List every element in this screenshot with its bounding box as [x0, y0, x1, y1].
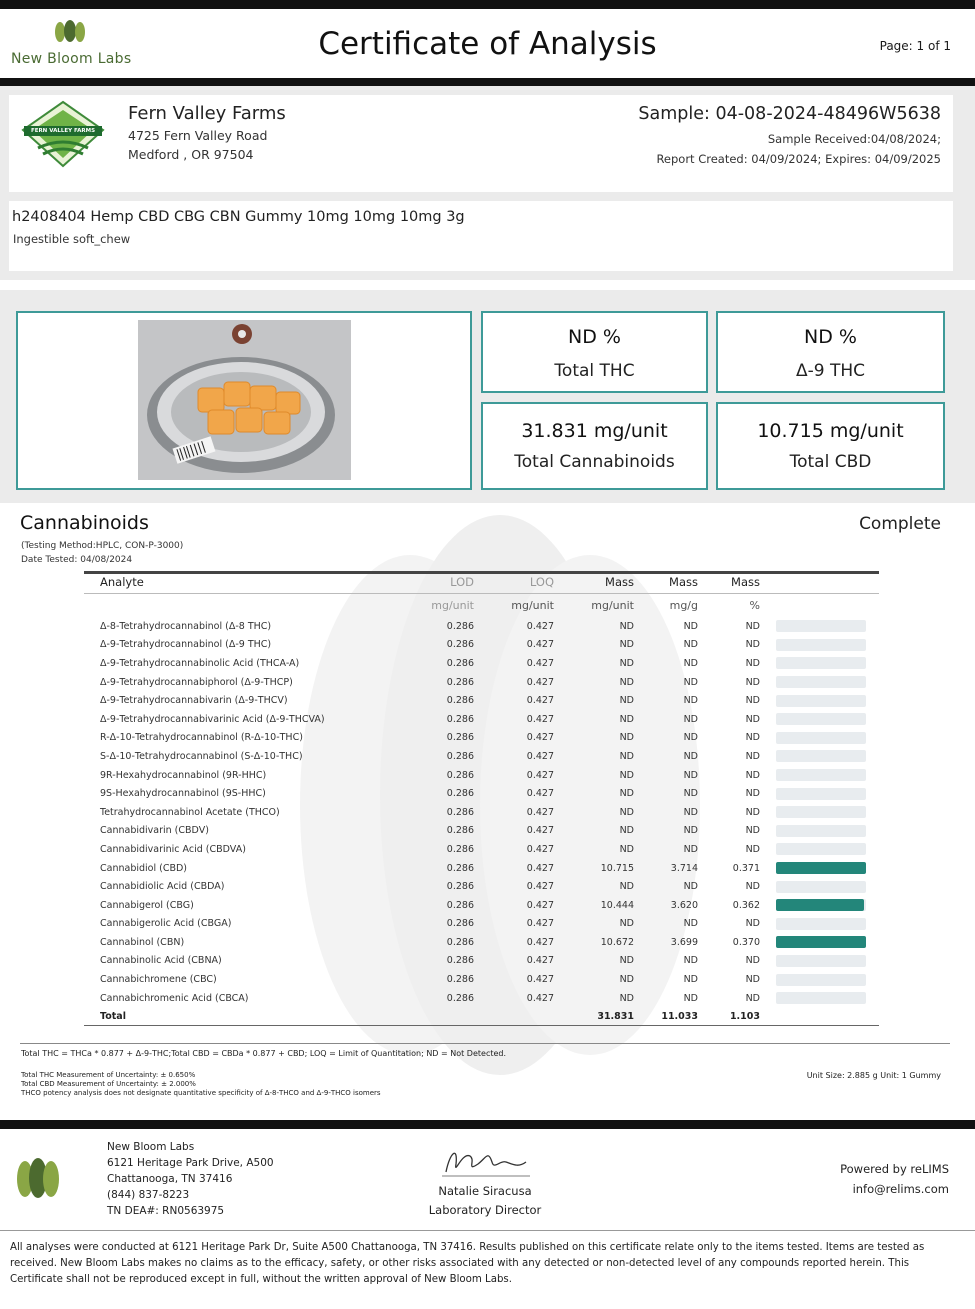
mass-mg-g-value: ND	[683, 992, 698, 1004]
table-row	[84, 654, 879, 673]
mass-mg-unit-value: ND	[619, 695, 634, 707]
footer-address-1: 6121 Heritage Park Drive, A500	[107, 1157, 274, 1169]
lod-value: 0.286	[446, 750, 474, 762]
mass-pct-value: ND	[745, 788, 760, 800]
loq-value: 0.427	[526, 992, 554, 1004]
mass-mg-g-value: ND	[683, 713, 698, 725]
table-row	[84, 710, 879, 729]
lod-value: 0.286	[446, 806, 474, 818]
level-bar-track	[776, 992, 866, 1004]
unit-mass-mg-unit: mg/unit	[591, 598, 634, 612]
level-bar-cell	[764, 729, 879, 748]
level-bar-cell	[764, 784, 879, 803]
loq-value: 0.427	[526, 899, 554, 911]
analyte-name: Cannabidivarin (CBDV)	[100, 825, 209, 837]
level-bar-cell	[764, 654, 879, 673]
level-bar-track	[776, 936, 866, 948]
level-bar-track	[776, 825, 866, 837]
fern-valley-farms-logo-icon	[18, 100, 108, 170]
level-bar-track	[776, 899, 866, 911]
analyte-name: Cannabidiolic Acid (CBDA)	[100, 881, 225, 893]
cbd-uncertainty: Total CBD Measurement of Uncertainty: ± 2.000%	[21, 1080, 196, 1088]
powered-by: Powered by reLIMS	[840, 1162, 949, 1176]
signer-name: Natalie Siracusa	[438, 1184, 532, 1198]
mass-mg-unit-value: ND	[619, 843, 634, 855]
level-bar-fill	[776, 899, 864, 911]
lod-value: 0.286	[446, 881, 474, 893]
table-row	[84, 840, 879, 859]
mass-mg-unit-value: ND	[619, 620, 634, 632]
mass-pct-value: ND	[745, 918, 760, 930]
col-loq: LOQ	[478, 571, 558, 593]
table-row	[84, 989, 879, 1008]
page-number: Page: 1 of 1	[879, 39, 951, 53]
analyte-name: Cannabinol (CBN)	[100, 936, 185, 948]
analyte-name: R-Δ-10-Tetrahydrocannabinol (R-Δ-10-THC)	[100, 732, 303, 744]
level-bar-cell	[764, 617, 879, 636]
loq-value: 0.427	[526, 881, 554, 893]
mass-mg-g-value: ND	[683, 695, 698, 707]
loq-value: 0.427	[526, 862, 554, 874]
analyte-name: Δ-9-Tetrahydrocannabivarinic Acid (Δ-9-THCVA)	[100, 713, 325, 725]
table-row	[84, 915, 879, 934]
gummy-dish-image	[138, 320, 351, 480]
lod-value: 0.286	[446, 676, 474, 688]
mass-mg-g-value: ND	[683, 657, 698, 669]
loq-value: 0.427	[526, 843, 554, 855]
footnote-rule	[20, 1043, 950, 1044]
lod-value: 0.286	[446, 936, 474, 948]
mass-mg-g-value: ND	[683, 825, 698, 837]
client-logo-text: FERN VALLEY FARMS	[30, 128, 96, 134]
mass-mg-unit-value: ND	[619, 639, 634, 651]
col-bar	[764, 571, 879, 593]
lod-value: 0.286	[446, 695, 474, 707]
unit-size: Unit Size: 2.885 g Unit: 1 Gummy	[806, 1071, 941, 1080]
level-bar-track	[776, 862, 866, 874]
mass-pct-value: ND	[745, 843, 760, 855]
level-bar-track	[776, 918, 866, 930]
loq-value: 0.427	[526, 750, 554, 762]
mass-mg-g-value: ND	[683, 639, 698, 651]
footer-phone: (844) 837-8223	[107, 1189, 190, 1201]
mass-mg-g-value: ND	[683, 955, 698, 967]
loq-value: 0.427	[526, 955, 554, 967]
mass-mg-unit-value: ND	[619, 732, 634, 744]
level-bar-cell	[764, 896, 879, 915]
mass-pct-value: ND	[745, 881, 760, 893]
table-row	[84, 617, 879, 636]
mass-mg-unit-value: 10.715	[600, 862, 634, 874]
table-row	[84, 803, 879, 822]
client-address-1: 4725 Fern Valley Road	[128, 128, 268, 143]
thc-uncertainty: Total THC Measurement of Uncertainty: ± 0.650%	[21, 1071, 196, 1079]
col-mass-mg-unit: Mass	[558, 571, 638, 593]
level-bar-track	[776, 955, 866, 967]
client-name: Fern Valley Farms	[128, 103, 286, 124]
mass-mg-unit-value: ND	[619, 788, 634, 800]
total-cannabinoids-card	[481, 402, 708, 490]
loq-value: 0.427	[526, 639, 554, 651]
total-row	[84, 1007, 879, 1025]
level-bar-track	[776, 843, 866, 855]
mass-pct-value: ND	[745, 974, 760, 986]
contact-email: info@relims.com	[852, 1182, 949, 1196]
level-bar-cell	[764, 710, 879, 729]
product-type: Ingestible soft_chew	[13, 232, 131, 246]
top-rule	[0, 0, 975, 9]
level-bar-fill	[776, 936, 866, 948]
table-row	[84, 784, 879, 803]
signer-title: Laboratory Director	[428, 1203, 542, 1217]
mass-pct-value: 0.371	[732, 862, 760, 874]
total-thc-value: ND %	[568, 326, 621, 348]
analyte-name: Cannabichromenic Acid (CBCA)	[100, 992, 249, 1004]
mass-pct-value: ND	[745, 713, 760, 725]
analyte-name: 9R-Hexahydrocannabinol (9R-HHC)	[100, 769, 267, 781]
analyte-name: Δ-9-Tetrahydrocannabiphorol (Δ-9-THCP)	[100, 676, 293, 688]
table-row	[84, 747, 879, 766]
loq-value: 0.427	[526, 825, 554, 837]
table-row	[84, 766, 879, 785]
total-cannabinoids-label: Total Cannabinoids	[514, 452, 675, 472]
level-bar-track	[776, 732, 866, 744]
loq-value: 0.427	[526, 769, 554, 781]
level-bar-track	[776, 974, 866, 986]
loq-value: 0.427	[526, 620, 554, 632]
d9-thc-label: Δ-9 THC	[795, 361, 866, 381]
disclaimer: All analyses were conducted at 6121 Heritage Park Dr, Suite A500 Chattanooga, TN 37416. Results published on this certificate relate only to the items tested. Items are tested as received. New Bloom Labs makes no claims as to the efficacy, safety, or other risks associated with any detected or non-detected level of any compounds reported herein. This Certificate shall not be reproduced except in full, without the written approval of New Bloom Labs.	[10, 1242, 925, 1285]
lod-value: 0.286	[446, 825, 474, 837]
mass-mg-g-value: ND	[683, 843, 698, 855]
lod-value: 0.286	[446, 918, 474, 930]
analyte-name: S-Δ-10-Tetrahydrocannabinol (S-Δ-10-THC)	[100, 750, 303, 762]
level-bar-cell	[764, 989, 879, 1008]
analyte-name: Δ-9-Tetrahydrocannabivarin (Δ-9-THCV)	[100, 695, 288, 707]
mass-mg-unit-value: ND	[619, 713, 634, 725]
mass-mg-g-value: 3.714	[670, 862, 698, 874]
level-bar-track	[776, 676, 866, 688]
level-bar-cell	[764, 933, 879, 952]
mass-mg-g-value: ND	[683, 769, 698, 781]
mass-pct-value: ND	[745, 657, 760, 669]
level-bar-track	[776, 769, 866, 781]
mass-mg-unit-value: ND	[619, 676, 634, 688]
cannabinoids-status: Complete	[859, 514, 941, 534]
level-bar-track	[776, 657, 866, 669]
mass-mg-g-value: ND	[683, 620, 698, 632]
analyte-name: Cannabigerolic Acid (CBGA)	[100, 918, 232, 930]
level-bar-track	[776, 788, 866, 800]
total-mass-mg-unit: 31.831	[558, 1007, 638, 1025]
mass-pct-value: ND	[745, 806, 760, 818]
level-bar-cell	[764, 970, 879, 989]
footer-dea: TN DEA#: RN0563975	[107, 1205, 225, 1217]
level-bar-track	[776, 639, 866, 651]
mass-mg-unit-value: ND	[619, 955, 634, 967]
mass-pct-value: 0.370	[732, 936, 760, 948]
total-label: Total	[84, 1007, 394, 1025]
mass-mg-unit-value: ND	[619, 992, 634, 1004]
lod-value: 0.286	[446, 713, 474, 725]
mass-mg-g-value: ND	[683, 806, 698, 818]
total-cbd-card	[716, 402, 945, 490]
page-title: Certificate of Analysis	[318, 26, 657, 62]
total-thc-label: Total THC	[554, 361, 635, 381]
units-row	[84, 593, 879, 617]
client-logo	[18, 100, 108, 170]
loq-value: 0.427	[526, 676, 554, 688]
loq-value: 0.427	[526, 788, 554, 800]
sample-id: Sample: 04-08-2024-48496W5638	[638, 104, 941, 124]
mass-mg-unit-value: 10.672	[600, 936, 634, 948]
level-bar-cell	[764, 877, 879, 896]
table-row	[84, 691, 879, 710]
table-row	[84, 729, 879, 748]
total-thc-card	[481, 311, 708, 393]
col-mass-pct: Mass	[702, 571, 764, 593]
signature-icon	[436, 1142, 536, 1182]
lod-value: 0.286	[446, 620, 474, 632]
mass-mg-g-value: ND	[683, 676, 698, 688]
analyte-name: Δ-9-Tetrahydrocannabinolic Acid (THCA-A)	[100, 657, 300, 669]
mass-mg-unit-value: ND	[619, 806, 634, 818]
loq-value: 0.427	[526, 657, 554, 669]
level-bar-cell	[764, 766, 879, 785]
lod-value: 0.286	[446, 899, 474, 911]
analyte-name: 9S-Hexahydrocannabinol (9S-HHC)	[100, 788, 266, 800]
report-dates: Report Created: 04/09/2024; Expires: 04/09/2025	[656, 152, 941, 166]
mass-mg-g-value: 3.620	[670, 899, 698, 911]
analyte-name: Cannabidivarinic Acid (CBDVA)	[100, 843, 246, 855]
mass-mg-g-value: ND	[683, 974, 698, 986]
level-bar-track	[776, 695, 866, 707]
level-bar-cell	[764, 859, 879, 878]
product-name: h2408404 Hemp CBD CBG CBN Gummy 10mg 10mg 10mg 3g	[12, 209, 465, 225]
d9-thc-value: ND %	[804, 326, 857, 348]
mass-mg-g-value: ND	[683, 750, 698, 762]
d9-thc-card	[716, 311, 945, 393]
level-bar-track	[776, 750, 866, 762]
table-header-row	[84, 571, 879, 593]
mass-mg-unit-value: ND	[619, 657, 634, 669]
analyte-name: Δ-9-Tetrahydrocannabinol (Δ-9 THC)	[100, 639, 272, 651]
date-tested: Date Tested: 04/08/2024	[21, 555, 133, 565]
loq-value: 0.427	[526, 974, 554, 986]
mass-mg-unit-value: ND	[619, 825, 634, 837]
mass-mg-unit-value: ND	[619, 881, 634, 893]
unit-mass-mg-g: mg/g	[669, 598, 698, 612]
mass-pct-value: ND	[745, 769, 760, 781]
col-analyte: Analyte	[84, 571, 394, 593]
loq-value: 0.427	[526, 695, 554, 707]
analyte-name: Cannabinolic Acid (CBNA)	[100, 955, 222, 967]
mass-pct-value: ND	[745, 955, 760, 967]
mass-mg-g-value: ND	[683, 918, 698, 930]
table-row	[84, 822, 879, 841]
mass-mg-g-value: ND	[683, 881, 698, 893]
table-row	[84, 636, 879, 655]
lod-value: 0.286	[446, 639, 474, 651]
mass-mg-unit-value: ND	[619, 918, 634, 930]
mass-mg-unit-value: ND	[619, 769, 634, 781]
analyte-name: Cannabichromene (CBC)	[100, 974, 217, 986]
level-bar-cell	[764, 691, 879, 710]
total-cbd-value: 10.715 mg/unit	[757, 420, 904, 442]
mass-mg-g-value: 3.699	[670, 936, 698, 948]
thco-note: THCO potency analysis does not designate quantitative specificity of Δ-8-THCO and Δ-9-THCO isomers	[21, 1089, 381, 1097]
unit-mass-pct: %	[749, 598, 760, 612]
analyte-name: Cannabigerol (CBG)	[100, 899, 194, 911]
lod-value: 0.286	[446, 992, 474, 1004]
mass-mg-unit-value: 10.444	[600, 899, 634, 911]
mass-mg-unit-value: ND	[619, 974, 634, 986]
level-bar-track	[776, 806, 866, 818]
total-loq	[478, 1007, 558, 1025]
col-mass-mg-g: Mass	[638, 571, 702, 593]
mass-pct-value: ND	[745, 676, 760, 688]
lod-value: 0.286	[446, 862, 474, 874]
unit-loq: mg/unit	[511, 598, 554, 612]
lod-value: 0.286	[446, 974, 474, 986]
table-row	[84, 933, 879, 952]
mass-pct-value: ND	[745, 750, 760, 762]
level-bar-cell	[764, 673, 879, 692]
client-address-2: Medford , OR 97504	[128, 147, 254, 162]
analyte-name: Tetrahydrocannabinol Acetate (THCO)	[100, 806, 280, 818]
sample-received: Sample Received:04/08/2024;	[767, 132, 941, 146]
analyte-name: Cannabidiol (CBD)	[100, 862, 188, 874]
cannabinoids-table	[84, 571, 879, 1026]
level-bar-cell	[764, 822, 879, 841]
total-lod	[394, 1007, 478, 1025]
footer-lab-logo-icon	[10, 1157, 66, 1201]
table-row	[84, 673, 879, 692]
loq-value: 0.427	[526, 806, 554, 818]
level-bar-fill	[776, 862, 866, 874]
total-mass-mg-g: 11.033	[638, 1007, 702, 1025]
mass-pct-value: ND	[745, 992, 760, 1004]
testing-method: (Testing Method:HPLC, CON-P-3000)	[21, 541, 184, 551]
table-row	[84, 896, 879, 915]
loq-value: 0.427	[526, 713, 554, 725]
level-bar-track	[776, 881, 866, 893]
loq-value: 0.427	[526, 936, 554, 948]
table-row	[84, 970, 879, 989]
footer-address-2: Chattanooga, TN 37416	[107, 1173, 233, 1185]
mass-pct-value: ND	[745, 825, 760, 837]
level-bar-cell	[764, 840, 879, 859]
formula-note: Total THC = THCa * 0.877 + Δ-9-THC;Total CBD = CBDa * 0.877 + CBD; LOQ = Limit of Quantitation; ND = Not Detected.	[21, 1049, 507, 1058]
table-row	[84, 877, 879, 896]
mass-pct-value: 0.362	[732, 899, 760, 911]
disclaimer-rule	[0, 1230, 975, 1231]
analyte-name: Δ-8-Tetrahydrocannabinol (Δ-8 THC)	[100, 620, 272, 632]
mass-pct-value: ND	[745, 732, 760, 744]
level-bar-cell	[764, 636, 879, 655]
header-rule	[0, 78, 975, 86]
lod-value: 0.286	[446, 788, 474, 800]
footer-lab-name: New Bloom Labs	[107, 1141, 195, 1153]
table-row	[84, 859, 879, 878]
unit-lod: mg/unit	[431, 598, 474, 612]
level-bar-track	[776, 713, 866, 725]
lod-value: 0.286	[446, 732, 474, 744]
total-cbd-label: Total CBD	[789, 452, 872, 472]
level-bar-track	[776, 620, 866, 632]
mass-mg-unit-value: ND	[619, 750, 634, 762]
col-lod: LOD	[394, 571, 478, 593]
total-mass-pct: 1.103	[702, 1007, 764, 1025]
loq-value: 0.427	[526, 732, 554, 744]
level-bar-cell	[764, 915, 879, 934]
lod-value: 0.286	[446, 955, 474, 967]
total-bar	[764, 1007, 879, 1025]
lod-value: 0.286	[446, 657, 474, 669]
level-bar-cell	[764, 803, 879, 822]
product-photo	[138, 320, 351, 480]
loq-value: 0.427	[526, 918, 554, 930]
level-bar-cell	[764, 747, 879, 766]
cannabinoids-title: Cannabinoids	[20, 512, 149, 534]
mass-pct-value: ND	[745, 695, 760, 707]
total-cannabinoids-value: 31.831 mg/unit	[521, 420, 668, 442]
lod-value: 0.286	[446, 843, 474, 855]
footer-top-rule	[0, 1120, 975, 1129]
table-row	[84, 952, 879, 971]
mass-pct-value: ND	[745, 639, 760, 651]
level-bar-cell	[764, 952, 879, 971]
mass-pct-value: ND	[745, 620, 760, 632]
mass-mg-g-value: ND	[683, 788, 698, 800]
lab-name: New Bloom Labs	[11, 51, 132, 67]
mass-mg-g-value: ND	[683, 732, 698, 744]
lod-value: 0.286	[446, 769, 474, 781]
